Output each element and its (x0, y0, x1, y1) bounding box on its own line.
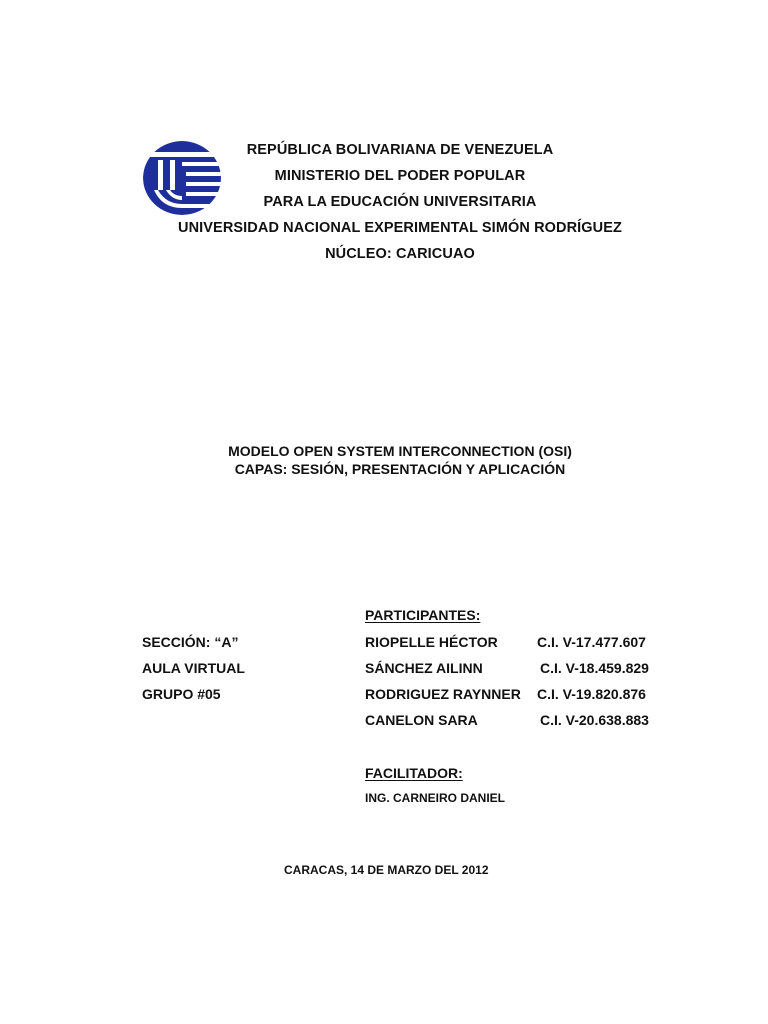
header-line-education: PARA LA EDUCACIÓN UNIVERSITARIA (263, 194, 537, 210)
document-title-line1: MODELO OPEN SYSTEM INTERCONNECTION (OSI) (228, 443, 572, 459)
participant-name: CANELON SARA (365, 712, 478, 728)
participants-heading: PARTICIPANTES: (365, 607, 481, 623)
participant-ci: C.I. V-18.459.829 (540, 660, 649, 676)
place-and-date: CARACAS, 14 DE MARZO DEL 2012 (284, 863, 489, 877)
header-line-ministry: MINISTERIO DEL PODER POPULAR (274, 168, 526, 184)
document-title-line2: CAPAS: SESIÓN, PRESENTACIÓN Y APLICACIÓN (234, 461, 566, 477)
group-label: GRUPO #05 (142, 686, 221, 702)
participant-ci: C.I. V-19.820.876 (537, 686, 646, 702)
participant-name: RODRIGUEZ RAYNNER (365, 686, 521, 702)
participant-ci: C.I. V-17.477.607 (537, 634, 646, 650)
participant-ci: C.I. V-20.638.883 (540, 712, 649, 728)
facilitator-heading: FACILITADOR: (365, 765, 463, 781)
header-line-university: UNIVERSIDAD NACIONAL EXPERIMENTAL SIMÓN RODRÍGUEZ (178, 220, 622, 236)
section-label: SECCIÓN: “A” (142, 634, 239, 650)
participant-name: RIOPELLE HÉCTOR (365, 634, 498, 650)
facilitator-name: ING. CARNEIRO DANIEL (365, 791, 506, 805)
header-line-nucleus: NÚCLEO: CARICUAO (325, 246, 475, 262)
header-line-republic: REPÚBLICA BOLIVARIANA DE VENEZUELA (246, 142, 554, 158)
virtual-classroom-label: AULA VIRTUAL (142, 660, 245, 676)
participant-name: SÁNCHEZ AILINN (365, 660, 483, 676)
